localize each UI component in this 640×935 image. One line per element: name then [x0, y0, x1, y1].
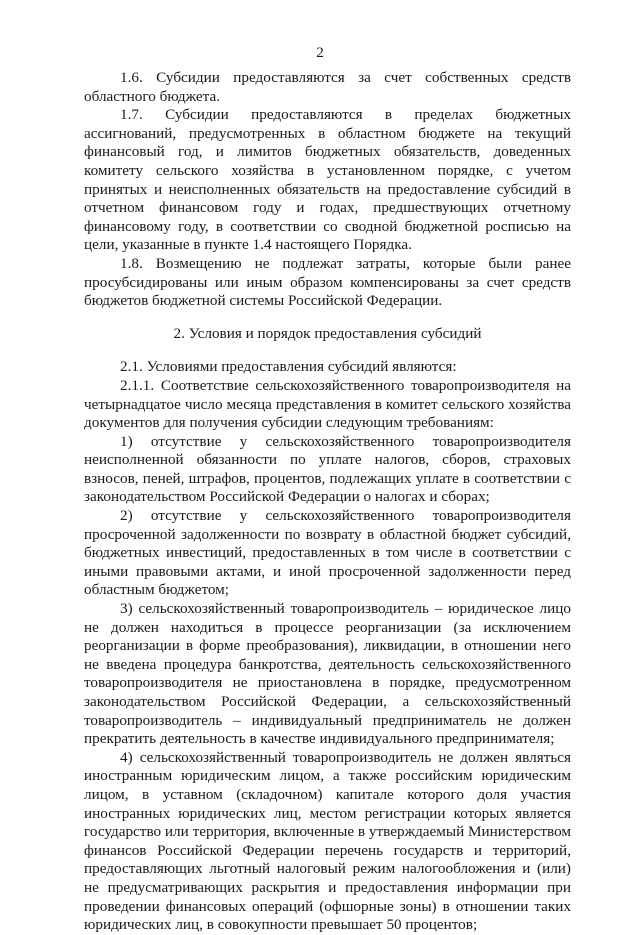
paragraph-2-1: 2.1. Условиями предоставления субсидий являются: [120, 358, 457, 376]
paragraph-1-6: 1.6. Субсидии предоставляются за счет собственных средств областного бюджета. [84, 69, 571, 105]
requirement-1: 1) отсутствие у сельскохозяйственного товаропроизводителя неисполненной обязанности по уплате налогов, сборов, страховых взносов, пеней, штрафов, процентов, подлежащих уплате в соответствии с законодательством Российской Федерации о налогах и сборах; [84, 432, 571, 506]
document-body [84, 69, 571, 935]
requirement-2: 2) отсутствие у сельскохозяйственного товаропроизводителя просроченной задолженности по возврату в областной бюджет субсидий, бюджетных инвестиций, предоставленных в том числе в соответствии с иными правовыми актами, и иной просроченной задолженности перед областным бюджетом; [84, 507, 571, 599]
page-number: 2 [316, 44, 324, 61]
paragraph-1-7: 1.7. Субсидии предоставляются в пределах бюджетных ассигнований, предусмотренных в областном бюджете на текущий финансовый год, и лимитов бюджетных обязательств, доведенных комитету сельского хозяйства в установленном порядке, с учетом принятых и неисполненных обязательств на предоставление субсидий в отчетном финансовом году и годах, предшествующих отчетному финансовому году, в соответствии со сводной бюджетной росписью на цели, указанные в пункте 1.4 настоящего Порядка. [84, 106, 571, 254]
paragraph-2-1-1: 2.1.1. Соответствие сельскохозяйственного товаропроизводителя на четырнадцатое число месяца представления в комитет сельского хозяйства документов для получения субсидии следующим требованиям: [84, 376, 571, 432]
section-heading: 2. Условия и порядок предоставления субсидий [173, 324, 482, 342]
requirement-4: 4) сельскохозяйственный товаропроизводитель не должен являться иностранным юридическим лицом, а также российским юридическим лицом, в уставном (складочном) капитале которого доля участия иностранных юридических лиц, местом регистрации которых является государство или территория, включенные в утверждаемый Министерством финансов Российской Федерации перечень государств и территорий, предоставляющих льготный налоговый режим налогообложения и (или) не предусматривающих раскрытия и предоставления информации при проведении финансовых операций (офшорные зоны) в отношении таких юридических лиц, в совокупности превышает 50 процентов; [84, 748, 571, 934]
requirement-3: 3) сельскохозяйственный товаропроизводитель – юридическое лицо не должен находиться в процессе реорганизации (за исключением реорганизации в форме преобразования), ликвидации, в отношении него не введена процедура банкротства, деятельность сельскохозяйственного товаропроизводителя не приостановлена в порядке, предусмотренном законодательством Российской Федерации, а сельскохозяйственный товаропроизводитель – индивидуальный предприниматель не должен прекратить деятельность в качестве индивидуального предпринимателя; [84, 600, 571, 748]
paragraph-1-8: 1.8. Возмещению не подлежат затраты, которые были ранее просубсидированы или иным образом компенсированы за счет средств бюджетов бюджетной системы Российской Федерации. [84, 254, 571, 310]
